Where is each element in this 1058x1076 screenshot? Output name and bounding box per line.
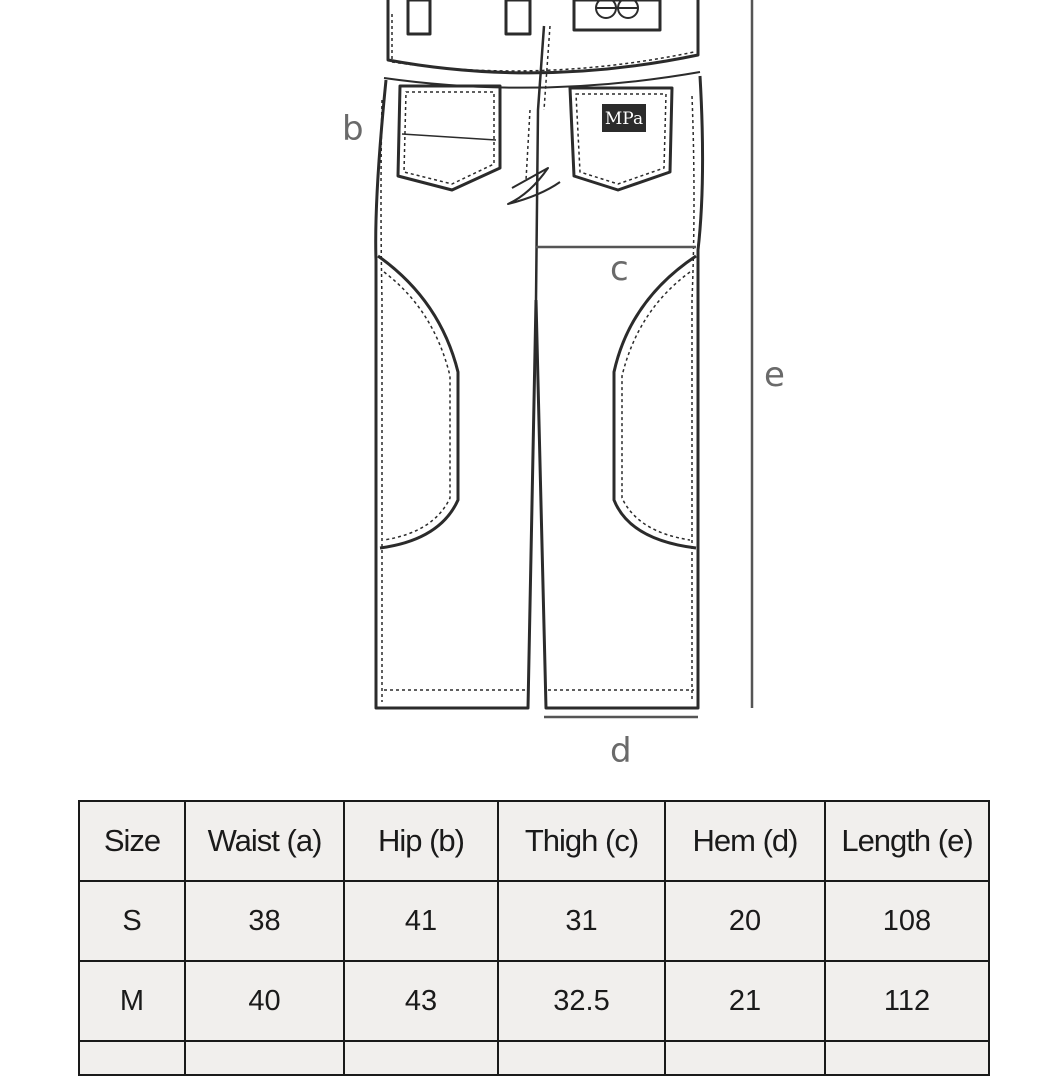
label-hip-b: b: [342, 109, 364, 149]
cell-size: S: [79, 881, 185, 961]
cell-hip: 41: [344, 881, 498, 961]
table-row: [79, 881, 989, 961]
label-length-e: e: [764, 355, 785, 395]
right-knee-panel: [614, 256, 696, 548]
center-seam: [536, 26, 544, 300]
header-waist: Waist (a): [185, 801, 344, 881]
header-thigh: Thigh (c): [498, 801, 665, 881]
cell-waist: 38: [185, 881, 344, 961]
cell-length: 112: [825, 961, 989, 1041]
header-hem: Hem (d): [665, 801, 825, 881]
cell-hip: 43: [344, 961, 498, 1041]
pocket-logo-text: MPa: [604, 109, 644, 129]
table-row-partial: [79, 1041, 989, 1075]
seam-squiggle: [508, 168, 560, 204]
cell-length: 108: [825, 881, 989, 961]
cell-thigh: 32.5: [498, 961, 665, 1041]
back-patch: [574, 0, 660, 30]
header-hip: Hip (b): [344, 801, 498, 881]
cell-size: M: [79, 961, 185, 1041]
label-hem-d: d: [610, 731, 632, 771]
cell-waist: 40: [185, 961, 344, 1041]
left-leg-outline: [376, 80, 536, 708]
table-row: [79, 961, 989, 1041]
left-knee-panel: [378, 256, 458, 548]
cell-thigh: 31: [498, 881, 665, 961]
header-length: Length (e): [825, 801, 989, 881]
right-back-pocket: [570, 88, 672, 190]
belt-loop-left: [408, 0, 430, 34]
right-leg-outline: [536, 76, 703, 708]
size-chart-table: [78, 800, 990, 1076]
table-header-row: [79, 801, 989, 881]
header-size: Size: [79, 801, 185, 881]
label-thigh-c: c: [610, 249, 629, 289]
belt-loop-right: [506, 0, 530, 34]
cell-hem: 20: [665, 881, 825, 961]
patch-emblem-icon: [596, 0, 638, 18]
cell-hem: 21: [665, 961, 825, 1041]
